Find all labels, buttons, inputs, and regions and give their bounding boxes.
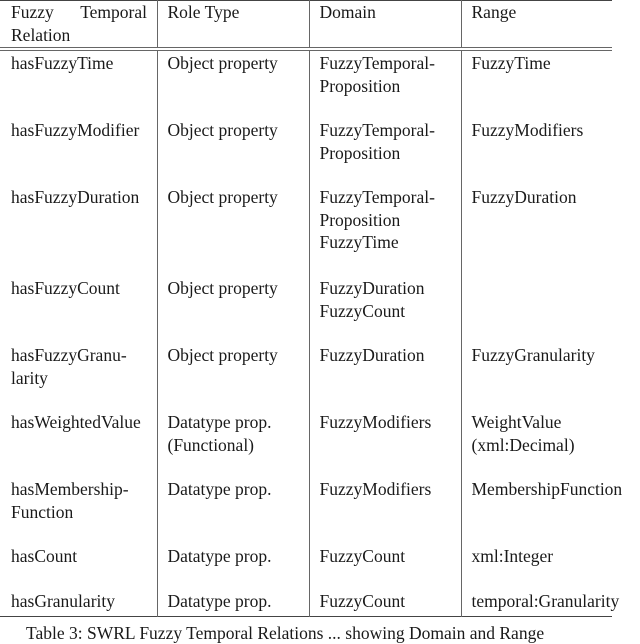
domain-text: Proposition [319,209,401,230]
domain-cell [309,590,461,617]
domain-cell [309,119,461,186]
header-word-temporal: Temporal [80,2,147,22]
range-cell [461,186,612,277]
relation-text: hasMembership- [11,479,129,499]
range-text: xml:Integer [471,546,554,566]
domain-text: FuzzyDuration [319,278,425,298]
domain-cell [309,277,461,344]
range-text: WeightValue [471,412,562,432]
table-row [0,49,612,119]
role-type-cell [157,478,309,545]
relation-text: hasFuzzyTime [11,53,114,73]
role-type-word: prop. [235,412,272,432]
header-word-relation: Relation [11,24,71,45]
relation-text: Function [11,501,74,522]
relation-cell [0,478,157,545]
role-type-cell [157,344,309,411]
role-type-cell [157,590,309,617]
domain-cell [309,545,461,590]
relation-text: hasFuzzyModifier [11,120,140,140]
range-text: FuzzyModifiers [471,120,584,140]
domain-cell [309,344,461,411]
header-domain: Domain [309,1,461,50]
range-cell [461,590,620,617]
relation-text: hasFuzzyDuration [11,187,140,207]
role-type-text: Object property [167,345,278,365]
role-type-cell [157,49,309,119]
range-cell [461,119,612,186]
relation-text: hasFuzzyGranu- [11,345,127,365]
range-cell-empty [461,277,612,344]
role-type-justified-line [168,411,304,434]
relation-text: hasFuzzyCount [11,278,120,298]
table-header [0,1,612,50]
table-row [0,411,612,478]
relation-cell [0,344,157,411]
relation-cell [0,545,157,590]
relation-text: hasGranularity [11,591,115,611]
table-row [0,277,612,344]
range-text: temporal:Granularity [471,591,620,611]
relation-cell [0,411,157,478]
table-body [0,49,623,617]
role-type-text: (Functional) [167,434,255,455]
relation-text: hasWeightedValue [11,412,141,432]
range-cell [461,49,612,119]
domain-text: FuzzyTemporal- [319,53,435,73]
range-text: FuzzyGranularity [471,345,595,365]
relation-cell [0,186,157,277]
range-cell [461,478,623,545]
header-row [0,1,612,50]
role-type-text: Datatype prop. [167,546,272,566]
header-word-fuzzy: Fuzzy [11,2,54,22]
role-type-cell [157,119,309,186]
role-type-cell [157,186,309,277]
domain-text: FuzzyCount [319,591,406,611]
domain-cell [309,49,461,119]
range-text: FuzzyDuration [471,187,577,207]
domain-cell [309,186,461,277]
domain-cell [309,411,461,478]
domain-text: FuzzyDuration [319,345,425,365]
relation-cell [0,119,157,186]
domain-text: Proposition [319,75,401,96]
domain-text: FuzzyTemporal- [319,187,435,207]
range-cell [461,344,612,411]
header-range: Range [461,1,612,50]
table-row [0,186,612,277]
role-type-text: Object property [167,53,278,73]
header-fuzzy-temporal-relation [0,1,157,50]
table-caption: Table 3: SWRL Fuzzy Temporal Relations ... showing Domain and Range [26,623,545,643]
table-row [0,119,612,186]
domain-text: FuzzyTime [319,232,399,252]
header-line-1 [11,1,147,24]
relation-cell [0,49,157,119]
table-row [0,344,612,411]
role-type-text: Object property [167,120,278,140]
table-row [0,590,612,617]
relation-text: hasCount [11,546,78,566]
range-text: (xml:Decimal) [471,434,575,455]
range-cell [461,411,612,478]
domain-text: FuzzyTemporal- [319,120,435,140]
role-type-word: Datatype [167,412,231,432]
header-role-type: Role Type [157,1,309,50]
role-type-cell [157,277,309,344]
domain-text: FuzzyModifiers [319,479,432,499]
role-type-cell [157,411,309,478]
relation-cell [0,590,157,617]
domain-cell [309,478,461,545]
role-type-cell [157,545,309,590]
role-type-text: Object property [167,278,278,298]
range-text: MembershipFunction [471,479,623,499]
table-row [0,478,612,545]
relation-cell [0,277,157,344]
domain-text: FuzzyModifiers [319,412,432,432]
role-type-text: Datatype prop. [167,479,272,499]
range-text: FuzzyTime [471,53,551,73]
role-type-text: Object property [167,187,278,207]
domain-text: Proposition [319,142,401,163]
table-row [0,545,612,590]
role-type-text: Datatype prop. [167,591,272,611]
domain-text: FuzzyCount [319,300,406,321]
relation-text: larity [11,367,48,388]
range-cell [461,545,612,590]
domain-text: FuzzyCount [319,546,406,566]
